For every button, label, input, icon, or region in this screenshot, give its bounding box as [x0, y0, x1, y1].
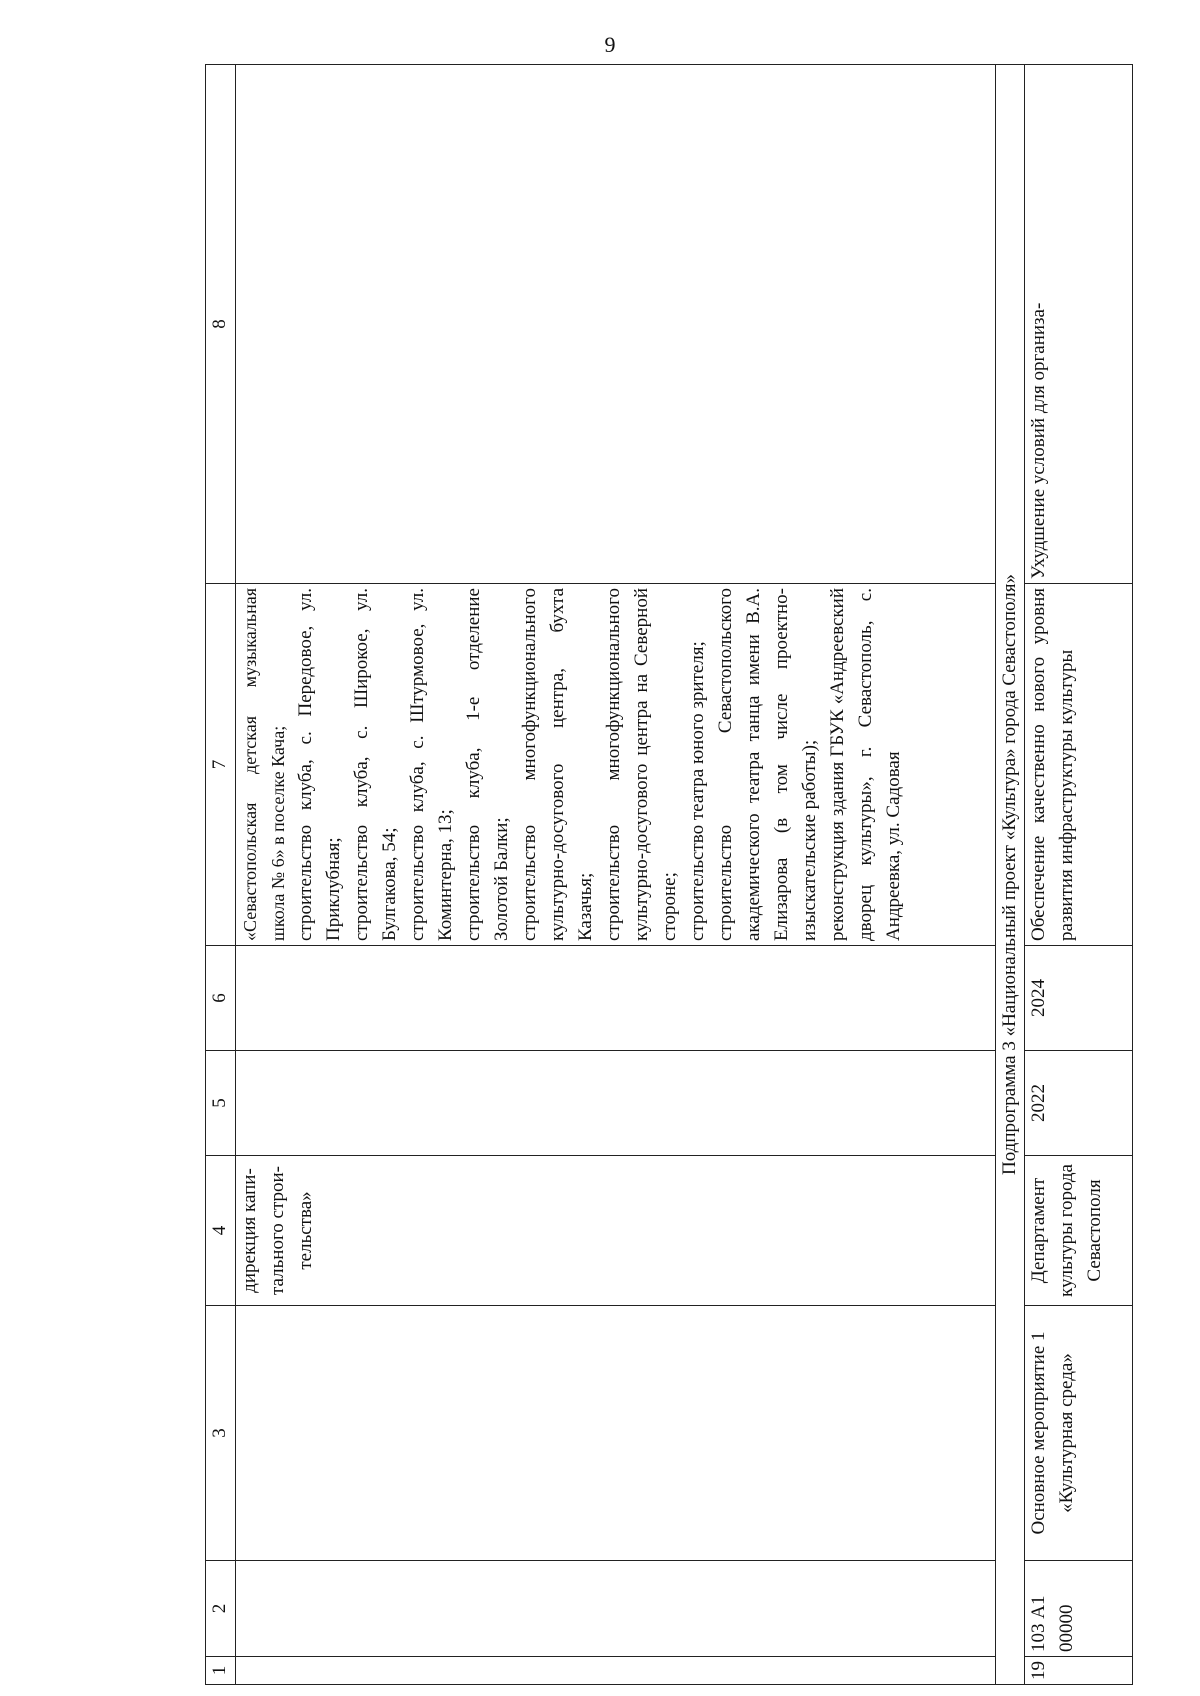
cell-num: [235, 1657, 995, 1685]
list-item: реконструкция здания ГБУК «Андреевский дворец культуры», г. Севастополь, с. Андреевка, ул. Садовая: [826, 588, 904, 941]
cell-code: [235, 1561, 995, 1657]
list-item: строительство театра юного зрителя;: [686, 641, 708, 941]
cell-year-end: 2024: [1025, 946, 1133, 1051]
list-item: строительство многофункционального культурно-досугового центра, бухта Казачья;: [518, 588, 596, 941]
list-item: строительство клуба, с. Широкое, ул. Булгакова, 54;: [350, 588, 400, 941]
rotated-table-container: [205, 65, 1133, 1685]
cell-num: 19: [1025, 1657, 1133, 1685]
subprogram-title: Подпрограмма 3 «Национальный проект «Культура» города Севастополя»: [995, 65, 1025, 1685]
cell-year-end: [235, 946, 995, 1051]
cell-code: 103 А1 00000: [1025, 1561, 1133, 1657]
cell-name: [235, 1306, 995, 1561]
cell-executor: дирекция капи-тального строи-тельства»: [235, 1156, 995, 1306]
cell-consequence: [235, 65, 995, 584]
program-table: [205, 64, 1133, 1685]
cell-name: Основное мероприятие 1 «Культурная среда»: [1025, 1306, 1133, 1561]
page-number: 9: [604, 32, 616, 57]
list-item: строительство многофункционального культурно-досугового центра на Северной стороне;: [602, 588, 680, 941]
header-cell: 2: [206, 1561, 236, 1657]
list-item: строительство Севастопольского академического театра танца имени В.А. Елизарова (в том числе проектно-изыскательские работы);: [714, 588, 820, 941]
list-item: строительство клуба, с. Передовое, ул. Приклубная;: [294, 588, 344, 941]
continuation-row: [235, 65, 995, 1685]
cell-objects-list: [235, 584, 995, 946]
cell-executor: Департамент культуры города Севастополя: [1025, 1156, 1133, 1306]
subprogram-row: [995, 65, 1025, 1685]
table-row: [1025, 65, 1133, 1685]
header-cell: 3: [206, 1306, 236, 1561]
cell-consequence: Ухудшение условий для организа-: [1025, 65, 1133, 584]
cell-year-start: [235, 1051, 995, 1156]
header-cell: 8: [206, 65, 236, 584]
cell-year-start: 2022: [1025, 1051, 1133, 1156]
objects-list: [236, 588, 908, 941]
header-cell: 1: [206, 1657, 236, 1685]
header-cell: 5: [206, 1051, 236, 1156]
header-row: [206, 65, 236, 1685]
list-item: строительство клуба, с. Штурмовое, ул. Коминтерна, 13;: [406, 588, 456, 941]
cell-result: Обеспечение качественно нового уровня развития инфраструктуры культуры: [1025, 584, 1133, 946]
header-cell: 7: [206, 584, 236, 946]
list-item: строительство клуба, 1-е отделение Золотой Балки;: [462, 588, 512, 941]
header-cell: 6: [206, 946, 236, 1051]
header-cell: 4: [206, 1156, 236, 1306]
list-item: «Севастопольская детская музыкальная школа № 6» в поселке Кача;: [239, 588, 288, 941]
